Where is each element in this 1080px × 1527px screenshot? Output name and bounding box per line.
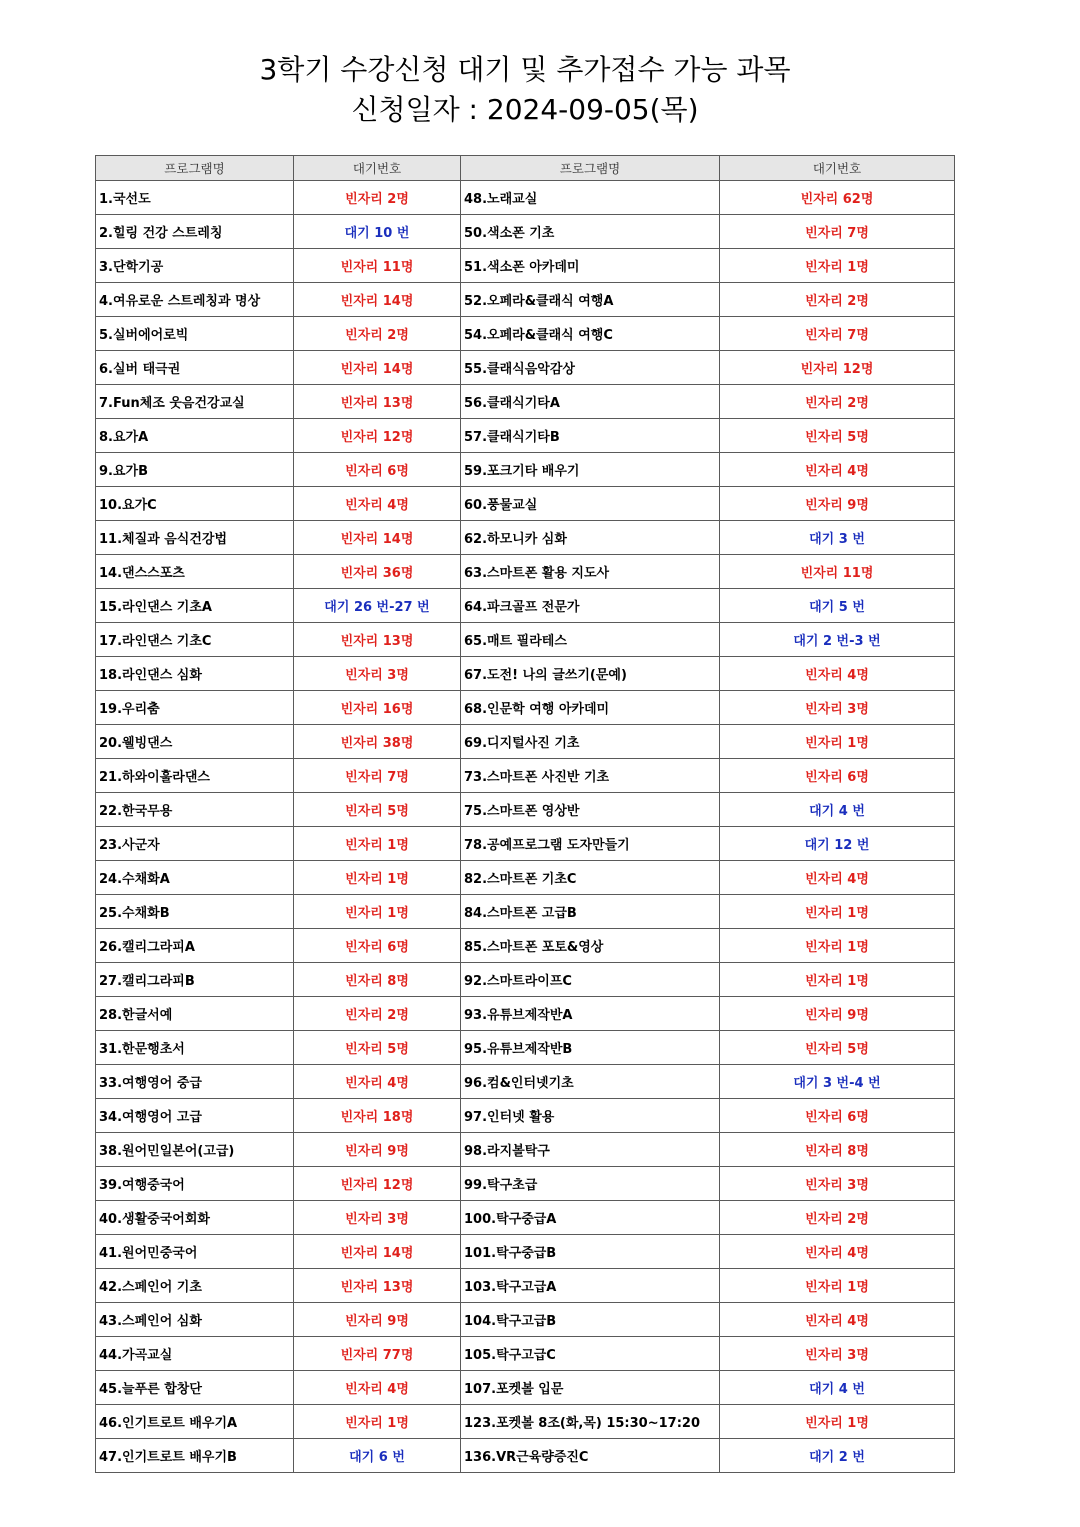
- table-row: [96, 1065, 955, 1099]
- status-cell: 빈자리 5명: [720, 419, 955, 453]
- program-name-cell: 24.수채화A: [96, 861, 294, 895]
- program-name-cell: 64.파크골프 전문가: [461, 589, 720, 623]
- status-cell: 빈자리 1명: [294, 827, 461, 861]
- status-cell: 빈자리 11명: [294, 249, 461, 283]
- status-cell: 빈자리 13명: [294, 1269, 461, 1303]
- status-cell: 빈자리 5명: [720, 1031, 955, 1065]
- status-cell: 빈자리 77명: [294, 1337, 461, 1371]
- program-name-cell: 41.원어민중국어: [96, 1235, 294, 1269]
- status-cell: 빈자리 1명: [720, 1269, 955, 1303]
- status-cell: 빈자리 9명: [720, 997, 955, 1031]
- program-name-cell: 46.인기트로트 배우기A: [96, 1405, 294, 1439]
- status-cell: 빈자리 14명: [294, 283, 461, 317]
- program-name-cell: 56.클래식기타A: [461, 385, 720, 419]
- program-name-cell: 82.스마트폰 기초C: [461, 861, 720, 895]
- program-name-cell: 22.한국무용: [96, 793, 294, 827]
- program-name-cell: 92.스마트라이프C: [461, 963, 720, 997]
- table-row: [96, 249, 955, 283]
- program-name-cell: 44.가곡교실: [96, 1337, 294, 1371]
- program-name-cell: 95.유튜브제작반B: [461, 1031, 720, 1065]
- status-cell: 빈자리 62명: [720, 181, 955, 215]
- table-row: [96, 1337, 955, 1371]
- table-row: [96, 793, 955, 827]
- program-name-cell: 4.여유로운 스트레칭과 명상: [96, 283, 294, 317]
- program-name-cell: 75.스마트폰 영상반: [461, 793, 720, 827]
- program-name-cell: 136.VR근육량증진C: [461, 1439, 720, 1473]
- status-cell: 빈자리 1명: [720, 929, 955, 963]
- header-program-name: 프로그램명: [96, 156, 294, 181]
- program-name-cell: 78.공예프로그램 도자만들기: [461, 827, 720, 861]
- table-row: [96, 657, 955, 691]
- table-row: [96, 487, 955, 521]
- table-row: [96, 1439, 955, 1473]
- status-cell: 빈자리 4명: [720, 453, 955, 487]
- status-cell: 빈자리 3명: [294, 657, 461, 691]
- table-row: [96, 521, 955, 555]
- table-row: [96, 1235, 955, 1269]
- program-name-cell: 98.라지볼탁구: [461, 1133, 720, 1167]
- program-name-cell: 10.요가C: [96, 487, 294, 521]
- status-cell: 빈자리 1명: [720, 1405, 955, 1439]
- table-row: [96, 589, 955, 623]
- program-name-cell: 14.댄스스포츠: [96, 555, 294, 589]
- program-name-cell: 20.웰빙댄스: [96, 725, 294, 759]
- program-name-cell: 65.매트 필라테스: [461, 623, 720, 657]
- table-row: [96, 1201, 955, 1235]
- program-name-cell: 84.스마트폰 고급B: [461, 895, 720, 929]
- status-cell: 대기 12 번: [720, 827, 955, 861]
- program-name-cell: 19.우리춤: [96, 691, 294, 725]
- status-cell: 빈자리 7명: [720, 317, 955, 351]
- status-cell: 빈자리 9명: [294, 1133, 461, 1167]
- program-name-cell: 40.생활중국어회화: [96, 1201, 294, 1235]
- status-cell: 대기 4 번: [720, 793, 955, 827]
- program-name-cell: 50.색소폰 기초: [461, 215, 720, 249]
- status-cell: 빈자리 14명: [294, 351, 461, 385]
- table-row: [96, 1405, 955, 1439]
- table-row: [96, 1167, 955, 1201]
- program-name-cell: 42.스페인어 기초: [96, 1269, 294, 1303]
- status-cell: 대기 2 번: [720, 1439, 955, 1473]
- program-name-cell: 100.탁구중급A: [461, 1201, 720, 1235]
- status-cell: 빈자리 5명: [294, 1031, 461, 1065]
- status-cell: 빈자리 14명: [294, 1235, 461, 1269]
- status-cell: 빈자리 13명: [294, 385, 461, 419]
- program-name-cell: 52.오페라&클래식 여행A: [461, 283, 720, 317]
- status-cell: 빈자리 12명: [294, 1167, 461, 1201]
- program-name-cell: 7.Fun체조 웃음건강교실: [96, 385, 294, 419]
- status-cell: 빈자리 4명: [294, 1371, 461, 1405]
- status-cell: 빈자리 3명: [720, 1167, 955, 1201]
- program-name-cell: 103.탁구고급A: [461, 1269, 720, 1303]
- table-header-row: [96, 156, 955, 181]
- table-row: [96, 453, 955, 487]
- program-name-cell: 68.인문학 여행 아카데미: [461, 691, 720, 725]
- program-name-cell: 107.포켓볼 입문: [461, 1371, 720, 1405]
- table-row: [96, 1303, 955, 1337]
- program-name-cell: 104.탁구고급B: [461, 1303, 720, 1337]
- program-name-cell: 96.컴&인터넷기초: [461, 1065, 720, 1099]
- program-name-cell: 26.캘리그라피A: [96, 929, 294, 963]
- program-name-cell: 62.하모니카 심화: [461, 521, 720, 555]
- program-name-cell: 47.인기트로트 배우기B: [96, 1439, 294, 1473]
- status-cell: 빈자리 7명: [720, 215, 955, 249]
- program-name-cell: 34.여행영어 고급: [96, 1099, 294, 1133]
- table-row: [96, 1099, 955, 1133]
- status-cell: 빈자리 11명: [720, 555, 955, 589]
- program-name-cell: 11.체질과 음식건강법: [96, 521, 294, 555]
- course-table: [95, 155, 955, 1473]
- status-cell: 빈자리 1명: [720, 725, 955, 759]
- page-title: 3학기 수강신청 대기 및 추가접수 가능 과목: [259, 53, 791, 86]
- status-cell: 빈자리 3명: [294, 1201, 461, 1235]
- status-cell: 빈자리 1명: [294, 1405, 461, 1439]
- status-cell: 대기 3 번: [720, 521, 955, 555]
- status-cell: 빈자리 4명: [294, 1065, 461, 1099]
- table-row: [96, 1031, 955, 1065]
- table-row: [96, 1133, 955, 1167]
- status-cell: 빈자리 2명: [720, 283, 955, 317]
- status-cell: 빈자리 8명: [294, 963, 461, 997]
- program-name-cell: 21.하와이훌라댄스: [96, 759, 294, 793]
- status-cell: 대기 2 번-3 번: [720, 623, 955, 657]
- status-cell: 빈자리 2명: [294, 181, 461, 215]
- status-cell: 대기 4 번: [720, 1371, 955, 1405]
- table-row: [96, 283, 955, 317]
- status-cell: 빈자리 2명: [720, 1201, 955, 1235]
- program-name-cell: 18.라인댄스 심화: [96, 657, 294, 691]
- status-cell: 빈자리 1명: [720, 249, 955, 283]
- table-row: [96, 623, 955, 657]
- table-row: [96, 215, 955, 249]
- status-cell: 빈자리 5명: [294, 793, 461, 827]
- status-cell: 빈자리 8명: [720, 1133, 955, 1167]
- status-cell: 빈자리 2명: [294, 997, 461, 1031]
- status-cell: 빈자리 6명: [294, 453, 461, 487]
- program-name-cell: 38.원어민일본어(고급): [96, 1133, 294, 1167]
- table-row: [96, 929, 955, 963]
- status-cell: 빈자리 6명: [720, 759, 955, 793]
- status-cell: 대기 6 번: [294, 1439, 461, 1473]
- program-name-cell: 45.늘푸른 합창단: [96, 1371, 294, 1405]
- program-name-cell: 33.여행영어 중급: [96, 1065, 294, 1099]
- table-row: [96, 351, 955, 385]
- program-name-cell: 31.한문행초서: [96, 1031, 294, 1065]
- program-name-cell: 27.캘리그라피B: [96, 963, 294, 997]
- program-name-cell: 55.클래식음악감상: [461, 351, 720, 385]
- table-row: [96, 691, 955, 725]
- program-name-cell: 93.유튜브제작반A: [461, 997, 720, 1031]
- program-name-cell: 5.실버에어로빅: [96, 317, 294, 351]
- status-cell: 빈자리 12명: [294, 419, 461, 453]
- status-cell: 빈자리 16명: [294, 691, 461, 725]
- status-cell: 빈자리 4명: [720, 861, 955, 895]
- status-cell: 빈자리 9명: [720, 487, 955, 521]
- status-cell: 빈자리 2명: [294, 317, 461, 351]
- status-cell: 대기 3 번-4 번: [720, 1065, 955, 1099]
- header-program-name: 프로그램명: [461, 156, 720, 181]
- table-row: [96, 419, 955, 453]
- header-wait-number: 대기번호: [720, 156, 955, 181]
- table-row: [96, 555, 955, 589]
- table-row: [96, 317, 955, 351]
- table-row: [96, 861, 955, 895]
- header-wait-number: 대기번호: [294, 156, 461, 181]
- table-row: [96, 1371, 955, 1405]
- program-name-cell: 15.라인댄스 기초A: [96, 589, 294, 623]
- status-cell: 빈자리 12명: [720, 351, 955, 385]
- program-name-cell: 43.스페인어 심화: [96, 1303, 294, 1337]
- status-cell: 빈자리 4명: [720, 1303, 955, 1337]
- status-cell: 빈자리 18명: [294, 1099, 461, 1133]
- program-name-cell: 57.클래식기타B: [461, 419, 720, 453]
- table-row: [96, 181, 955, 215]
- status-cell: 빈자리 1명: [294, 895, 461, 929]
- table-row: [96, 385, 955, 419]
- table-row: [96, 827, 955, 861]
- table-row: [96, 759, 955, 793]
- table-row: [96, 725, 955, 759]
- program-name-cell: 85.스마트폰 포토&영상: [461, 929, 720, 963]
- table-row: [96, 895, 955, 929]
- status-cell: 빈자리 1명: [720, 963, 955, 997]
- program-name-cell: 99.탁구초급: [461, 1167, 720, 1201]
- program-name-cell: 2.힐링 건강 스트레칭: [96, 215, 294, 249]
- status-cell: 빈자리 7명: [294, 759, 461, 793]
- program-name-cell: 51.색소폰 아카데미: [461, 249, 720, 283]
- program-name-cell: 123.포켓볼 8조(화,목) 15:30~17:20: [461, 1405, 720, 1439]
- status-cell: 빈자리 2명: [720, 385, 955, 419]
- program-name-cell: 23.사군자: [96, 827, 294, 861]
- status-cell: 빈자리 38명: [294, 725, 461, 759]
- table-row: [96, 1269, 955, 1303]
- program-name-cell: 63.스마트폰 활용 지도사: [461, 555, 720, 589]
- program-name-cell: 69.디지털사진 기초: [461, 725, 720, 759]
- program-name-cell: 9.요가B: [96, 453, 294, 487]
- table-row: [96, 963, 955, 997]
- program-name-cell: 8.요가A: [96, 419, 294, 453]
- status-cell: 빈자리 3명: [720, 1337, 955, 1371]
- program-name-cell: 67.도전! 나의 글쓰기(문예): [461, 657, 720, 691]
- program-name-cell: 48.노래교실: [461, 181, 720, 215]
- program-name-cell: 3.단학기공: [96, 249, 294, 283]
- program-name-cell: 60.풍물교실: [461, 487, 720, 521]
- program-name-cell: 97.인터넷 활용: [461, 1099, 720, 1133]
- status-cell: 빈자리 3명: [720, 691, 955, 725]
- program-name-cell: 25.수채화B: [96, 895, 294, 929]
- status-cell: 빈자리 14명: [294, 521, 461, 555]
- program-name-cell: 54.오페라&클래식 여행C: [461, 317, 720, 351]
- program-name-cell: 6.실버 태극권: [96, 351, 294, 385]
- program-name-cell: 105.탁구고급C: [461, 1337, 720, 1371]
- status-cell: 빈자리 1명: [294, 861, 461, 895]
- program-name-cell: 101.탁구중급B: [461, 1235, 720, 1269]
- program-name-cell: 73.스마트폰 사진반 기초: [461, 759, 720, 793]
- table-row: [96, 997, 955, 1031]
- status-cell: 빈자리 13명: [294, 623, 461, 657]
- status-cell: 빈자리 6명: [720, 1099, 955, 1133]
- status-cell: 빈자리 4명: [294, 487, 461, 521]
- status-cell: 빈자리 4명: [720, 1235, 955, 1269]
- program-name-cell: 59.포크기타 배우기: [461, 453, 720, 487]
- program-name-cell: 1.국선도: [96, 181, 294, 215]
- status-cell: 빈자리 1명: [720, 895, 955, 929]
- status-cell: 빈자리 9명: [294, 1303, 461, 1337]
- status-cell: 빈자리 4명: [720, 657, 955, 691]
- status-cell: 대기 5 번: [720, 589, 955, 623]
- program-name-cell: 39.여행중국어: [96, 1167, 294, 1201]
- status-cell: 빈자리 36명: [294, 555, 461, 589]
- status-cell: 빈자리 6명: [294, 929, 461, 963]
- application-date: 신청일자 : 2024-09-05(목): [351, 93, 699, 126]
- program-name-cell: 28.한글서예: [96, 997, 294, 1031]
- status-cell: 대기 10 번: [294, 215, 461, 249]
- program-name-cell: 17.라인댄스 기초C: [96, 623, 294, 657]
- status-cell: 대기 26 번-27 번: [294, 589, 461, 623]
